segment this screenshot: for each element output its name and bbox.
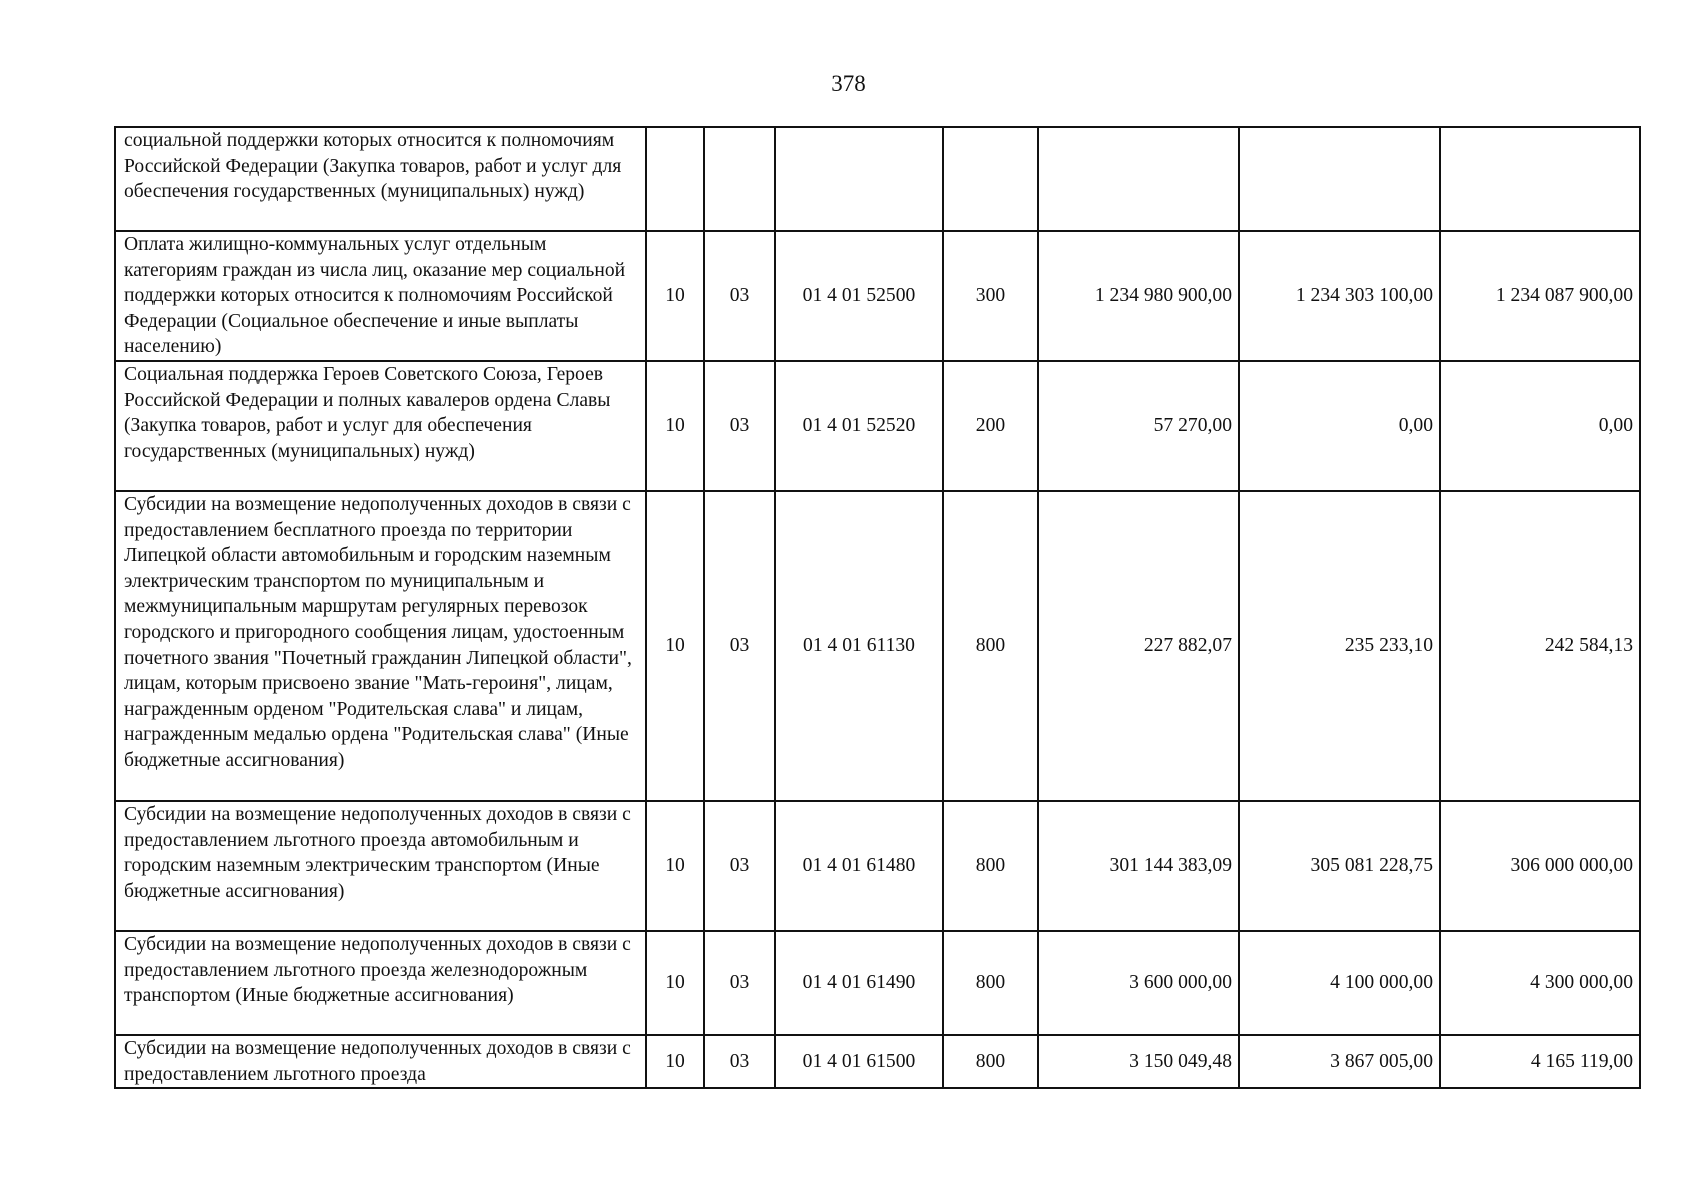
section-code-cell: 10	[646, 801, 704, 931]
section-code-cell	[646, 127, 704, 231]
page-number: 378	[831, 71, 866, 96]
subsection-code-cell	[704, 127, 775, 231]
amount-year-2-cell: 4 100 000,00	[1239, 931, 1440, 1035]
amount-year-3-cell: 0,00	[1440, 361, 1640, 491]
amount-year-1-cell	[1038, 127, 1239, 231]
amount-year-3-cell: 306 000 000,00	[1440, 801, 1640, 931]
expense-name-cell: Оплата жилищно-коммунальных услуг отдельным категориям граждан из числа лиц, оказание мер социальной поддержки которых относится к полномочиям Российской Федерации (Социальное обеспечение и иные выплаты населению)	[115, 231, 646, 361]
section-code-cell: 10	[646, 931, 704, 1035]
target-article-cell: 01 4 01 61480	[775, 801, 943, 931]
subsection-code-cell: 03	[704, 1035, 775, 1088]
expense-name-cell: Социальная поддержка Героев Советского Союза, Героев Российской Федерации и полных кавалеров ордена Славы (Закупка товаров, работ и услуг для обеспечения государственных (муниципальных) нужд)	[115, 361, 646, 491]
amount-year-3-cell: 1 234 087 900,00	[1440, 231, 1640, 361]
subsection-code-cell: 03	[704, 801, 775, 931]
target-article-cell	[775, 127, 943, 231]
amount-year-3-cell: 4 300 000,00	[1440, 931, 1640, 1035]
table-row	[115, 361, 1640, 491]
table-row	[115, 801, 1640, 931]
amount-year-1-cell: 3 600 000,00	[1038, 931, 1239, 1035]
table-row	[115, 491, 1640, 801]
section-code-cell: 10	[646, 491, 704, 801]
amount-year-2-cell: 0,00	[1239, 361, 1440, 491]
expense-name-cell: Субсидии на возмещение недополученных доходов в связи с предоставлением льготного проезда автомобильным и городским наземным электрическим транспортом (Иные бюджетные ассигнования)	[115, 801, 646, 931]
subsection-code-cell: 03	[704, 361, 775, 491]
target-article-cell: 01 4 01 61500	[775, 1035, 943, 1088]
amount-year-1-cell: 3 150 049,48	[1038, 1035, 1239, 1088]
expense-type-cell: 800	[943, 801, 1038, 931]
amount-year-2-cell: 235 233,10	[1239, 491, 1440, 801]
target-article-cell: 01 4 01 61130	[775, 491, 943, 801]
expense-name-cell: Субсидии на возмещение недополученных доходов в связи с предоставлением льготного проезда	[115, 1035, 646, 1088]
section-code-cell: 10	[646, 1035, 704, 1088]
section-code-cell: 10	[646, 361, 704, 491]
amount-year-1-cell: 227 882,07	[1038, 491, 1239, 801]
amount-year-1-cell: 57 270,00	[1038, 361, 1239, 491]
amount-year-2-cell: 1 234 303 100,00	[1239, 231, 1440, 361]
table-row	[115, 931, 1640, 1035]
expense-name-cell: Субсидии на возмещение недополученных доходов в связи с предоставлением льготного проезда железнодорожным транспортом (Иные бюджетные ассигнования)	[115, 931, 646, 1035]
section-code-cell: 10	[646, 231, 704, 361]
target-article-cell: 01 4 01 52520	[775, 361, 943, 491]
budget-table	[114, 126, 1641, 1089]
expense-name-cell: социальной поддержки которых относится к полномочиям Российской Федерации (Закупка товаров, работ и услуг для обеспечения государственных (муниципальных) нужд)	[115, 127, 646, 231]
table-row	[115, 1035, 1640, 1088]
expense-name-cell: Субсидии на возмещение недополученных доходов в связи с предоставлением бесплатного проезда по территории Липецкой области автомобильным и городским наземным электрическим транспортом по муниципальным и межмуниципальным маршрутам регулярных перевозок городского и пригородного сообщения лицам, удостоенным почетного звания "Почетный гражданин Липецкой области", лицам, которым присвоено звание "Мать-героиня", лицам, награжденным орденом "Родительская слава" и лицам, награжденным медалью ордена "Родительская слава" (Иные бюджетные ассигнования)	[115, 491, 646, 801]
subsection-code-cell: 03	[704, 491, 775, 801]
amount-year-1-cell: 1 234 980 900,00	[1038, 231, 1239, 361]
amount-year-1-cell: 301 144 383,09	[1038, 801, 1239, 931]
subsection-code-cell: 03	[704, 231, 775, 361]
amount-year-3-cell: 242 584,13	[1440, 491, 1640, 801]
table-row	[115, 127, 1640, 231]
expense-type-cell: 800	[943, 931, 1038, 1035]
expense-type-cell: 800	[943, 1035, 1038, 1088]
expense-type-cell: 300	[943, 231, 1038, 361]
expense-type-cell	[943, 127, 1038, 231]
table-row	[115, 231, 1640, 361]
amount-year-2-cell	[1239, 127, 1440, 231]
amount-year-2-cell: 3 867 005,00	[1239, 1035, 1440, 1088]
expense-type-cell: 800	[943, 491, 1038, 801]
subsection-code-cell: 03	[704, 931, 775, 1035]
expense-type-cell: 200	[943, 361, 1038, 491]
target-article-cell: 01 4 01 61490	[775, 931, 943, 1035]
amount-year-3-cell: 4 165 119,00	[1440, 1035, 1640, 1088]
amount-year-3-cell	[1440, 127, 1640, 231]
amount-year-2-cell: 305 081 228,75	[1239, 801, 1440, 931]
target-article-cell: 01 4 01 52500	[775, 231, 943, 361]
